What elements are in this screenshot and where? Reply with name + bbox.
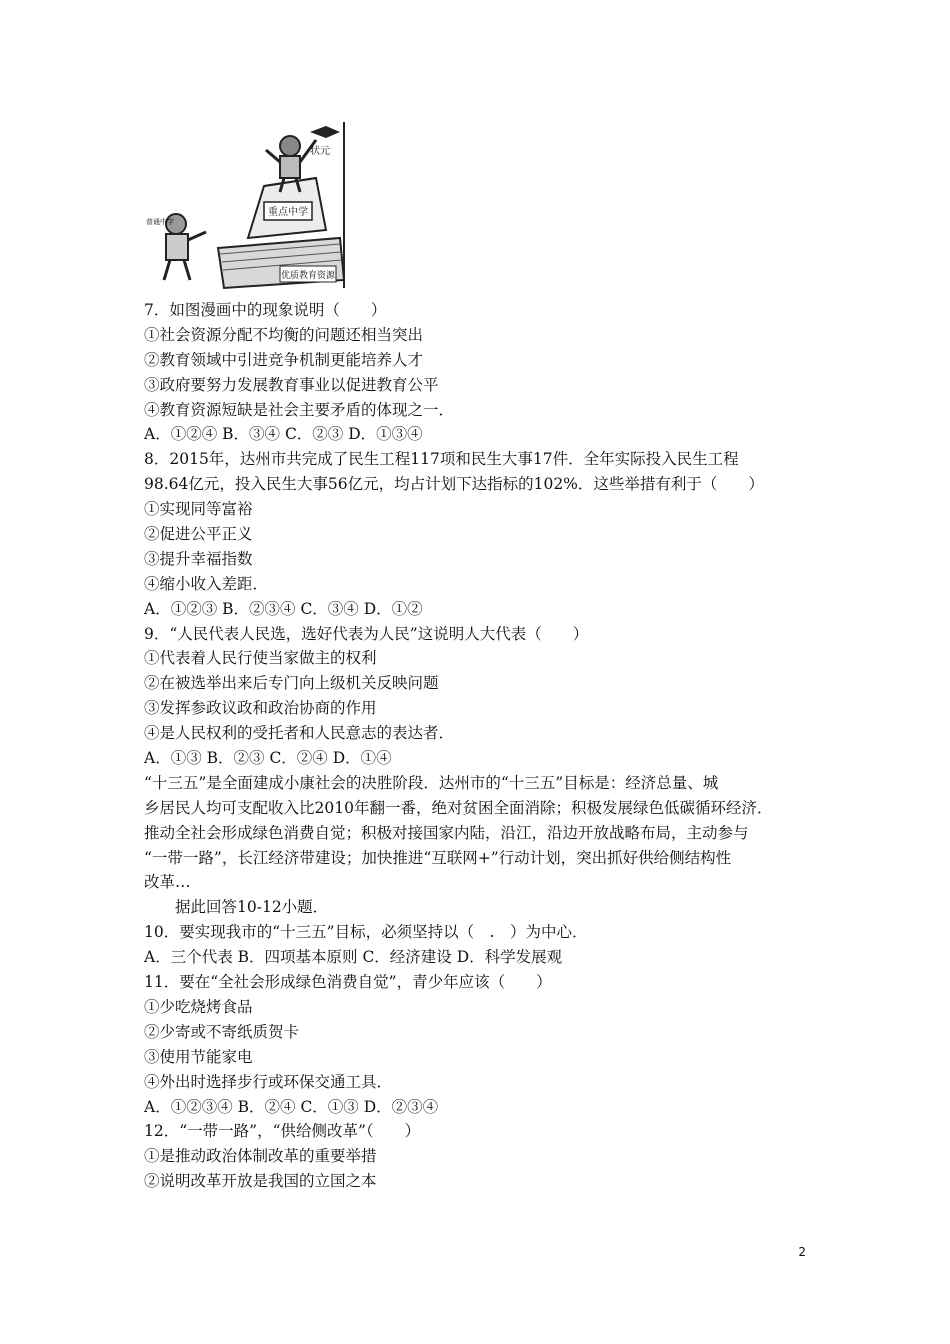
q7-item-4: ④教育资源短缺是社会主要矛盾的体现之一． (144, 400, 455, 419)
q12-item-2: ②说明改革开放是我国的立国之本 (144, 1172, 377, 1191)
q8-stem-2: 98.64亿元，投入民生大事56亿元，均占计划下达指标的102%．这些举措有利于（ ） (144, 475, 764, 494)
q8-item-1: ①实现同等富裕 (144, 500, 253, 519)
q8-item-3: ③提升幸福指数 (144, 549, 253, 568)
q7-options: A．①②④ B．③④ C．②③ D．①③④ (144, 425, 423, 444)
passage-line-4: “一带一路”，长江经济带建设；加快推进“互联网+”行动计划，突出抓好供给侧结构性 (144, 848, 732, 867)
question-text (144, 298, 824, 1194)
q10-stem: 10．要实现我市的“十三五”目标，必须坚持以（ . ）为中心． (144, 923, 588, 942)
q7-item-3: ③政府要努力发展教育事业以促进教育公平 (144, 375, 439, 394)
q9-stem: 9．“人民代表人民选，选好代表为人民”这说明人大代表（ ） (144, 624, 589, 643)
book-label: 优质教育资源 (280, 271, 336, 281)
passage-line-3: 推动全社会形成绿色消费自觉；积极对接国家内陆，沿江，沿边开放战略布局，主动参与 (144, 823, 749, 842)
q10-options: A．三个代表 B．四项基本原则 C．经济建设 D．科学发展观 (144, 948, 563, 967)
q7-item-2: ②教育领域中引进竞争机制更能培养人才 (144, 350, 424, 369)
q9-item-4: ④是人民权利的受托者和人民意志的表达者． (144, 724, 455, 743)
q11-item-4: ④外出时选择步行或环保交通工具． (144, 1072, 393, 1091)
passage-line-5: 改革… (144, 873, 191, 892)
q8-item-4: ④缩小收入差距． (144, 574, 269, 593)
page-number: 2 (798, 1245, 806, 1259)
q8-options: A．①②③ B．②③④ C．③④ D．①② (144, 599, 423, 618)
q11-item-1: ①少吃烧烤食品 (144, 997, 253, 1016)
q9-options: A．①③ B．②③ C．②④ D．①④ (144, 749, 392, 768)
q9-item-2: ②在被选举出来后专门向上级机关反映问题 (144, 674, 439, 693)
passage-line-1: “十三五”是全面建成小康社会的决胜阶段．达州市的“十三五”目标是：经济总量、城 (144, 773, 719, 792)
q8-item-2: ②促进公平正义 (144, 525, 253, 544)
school-label: 重点中学 (268, 207, 308, 218)
q7-stem: 7．如图漫画中的现象说明（ ） (144, 301, 387, 319)
passage-instruction: 据此回答10-12小题． (175, 898, 329, 917)
champion-label: 状元 (310, 146, 330, 157)
regular-school-label: 普通中学 (146, 218, 174, 226)
q11-options: A．①②③④ B．②④ C．①③ D．②③④ (144, 1097, 439, 1116)
q12-item-1: ①是推动政治体制改革的重要举措 (144, 1147, 377, 1166)
q7-item-1: ①社会资源分配不均衡的问题还相当突出 (144, 325, 424, 344)
q9-item-3: ③发挥参政议政和政治协商的作用 (144, 699, 377, 718)
passage-line-2: 乡居民人均可支配收入比2010年翻一番，绝对贫困全面消除；积极发展绿色低碳循环经济． (144, 798, 773, 817)
q12-stem: 12．“一带一路”，“供给侧改革”（ ） (144, 1122, 421, 1141)
q9-item-1: ①代表着人民行使当家做主的权利 (144, 649, 377, 668)
q11-stem: 11．要在“全社会形成绿色消费自觉”，青少年应该（ ） (144, 973, 552, 992)
q11-item-2: ②少寄或不寄纸质贺卡 (144, 1022, 300, 1041)
cartoon-illustration (140, 120, 354, 290)
q11-item-3: ③使用节能家电 (144, 1047, 253, 1066)
q8-stem-1: 8．2015年，达州市共完成了民生工程117项和民生大事17件．全年实际投入民生工程 (144, 450, 739, 469)
